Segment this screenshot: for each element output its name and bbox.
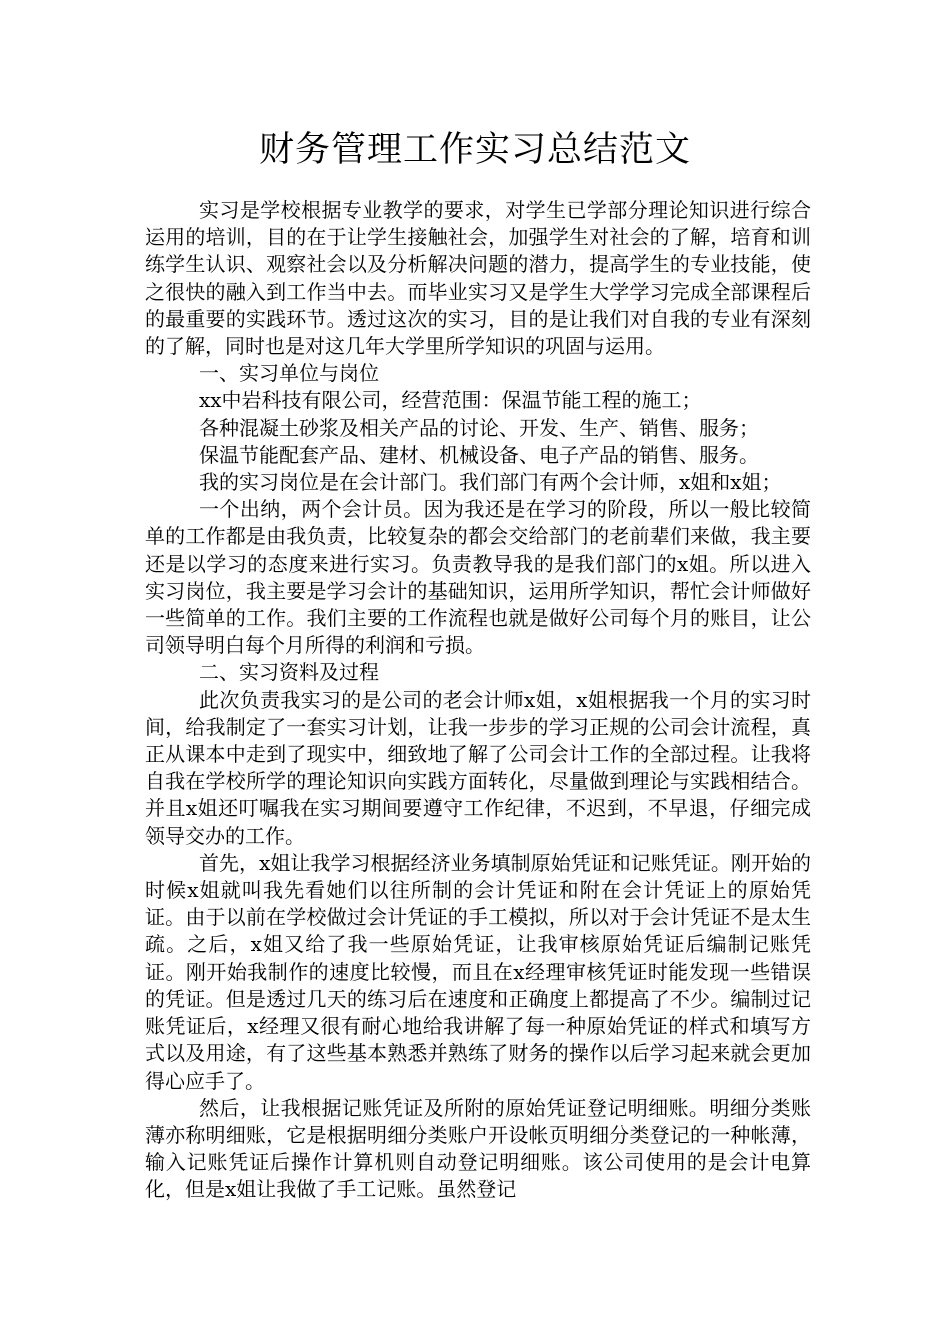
paragraph-position: 我的实习岗位是在会计部门。我们部门有两个会计师，x姐和x姐；: [199, 470, 782, 495]
paragraph-duties: 一个出纳，两个会计员。因为我还是在学习的阶段，所以一般比较简单的工作都是由我负责，比较复杂的都会交给部门的老前辈们来做，我主要还是以学习的态度来进行实习。负责教导我的是我们部门的x姐。所以进入实习岗位，我主要是学习会计的基础知识，运用所学知识，帮忙会计师做好一些简单的工作。我们主要的工作流程也就是做好公司每个月的账目，让公司领导明白每个月所得的利润和亏损。: [145, 497, 811, 658]
document-title: 财务管理工作实习总结范文: [258, 130, 691, 170]
paragraph-business-scope-2: 保温节能配套产品、建材、机械设备、电子产品的销售、服务。: [199, 442, 759, 467]
paragraph-ledger: 然后，让我根据记账凭证及所附的原始凭证登记明细账。明细分类账薄亦称明细账，它是根据明细分类账户开设帐页明细分类登记的一种帐薄，输入记账凭证后操作计算机则自动登记明细账。该公司使用的是会计电算化，但是x姐让我做了手工记账。虽然登记: [145, 1095, 811, 1202]
paragraph-supervisor: 此次负责我实习的是公司的老会计师x姐，x姐根据我一个月的实习时间，给我制定了一套实习计划，让我一步步的学习正规的公司会计流程，真正从课本中走到了现实中，细致地了解了公司会计工作的全部过程。让我将自我在学校所学的理论知识向实践方面转化，尽量做到理论与实践相结合。并且x姐还叮嘱我在实习期间要遵守工作纪律，不迟到，不早退，仔细完成领导交办的工作。: [145, 687, 811, 848]
section-heading-unit-and-position: 一、实习单位与岗位: [199, 361, 379, 386]
paragraph-company: xx中岩科技有限公司，经营范围：保温节能工程的施工；: [199, 388, 702, 413]
document-body: [145, 197, 811, 1204]
section-heading-content-and-process: 二、实习资料及过程: [199, 660, 379, 685]
paragraph-business-scope-1: 各种混凝土砂浆及相关产品的讨论、开发、生产、销售、服务；: [199, 415, 759, 440]
paragraph-vouchers: 首先，x姐让我学习根据经济业务填制原始凭证和记账凭证。刚开始的时候x姐就叫我先看她们以往所制的会计凭证和附在会计凭证上的原始凭证。由于以前在学校做过会计凭证的手工模拟，所以对于会计凭证不是太生疏。之后，x姐又给了我一些原始凭证，让我审核原始凭证后编制记账凭证。刚开始我制作的速度比较慢，而且在x经理审核凭证时能发现一些错误的凭证。但是透过几天的练习后在速度和正确度上都提高了不少。编制过记账凭证后，x经理又很有耐心地给我讲解了每一种原始凭证的样式和填写方式以及用途，有了这些基本熟悉并熟练了财务的操作以后学习起来就会更加得心应手了。: [145, 850, 811, 1093]
paragraph-intro: 实习是学校根据专业教学的要求，对学生已学部分理论知识进行综合运用的培训，目的在于让学生接触社会，加强学生对社会的了解，培育和训练学生认识、观察社会以及分析解决问题的潜力，提高学生的专业技能，使之很快的融入到工作当中去。而毕业实习又是学生大学学习完成全部课程后的最重要的实践环节。透过这次的实习，目的是让我们对自我的专业有深刻的了解，同时也是对这几年大学里所学知识的巩固与运用。: [145, 198, 811, 359]
